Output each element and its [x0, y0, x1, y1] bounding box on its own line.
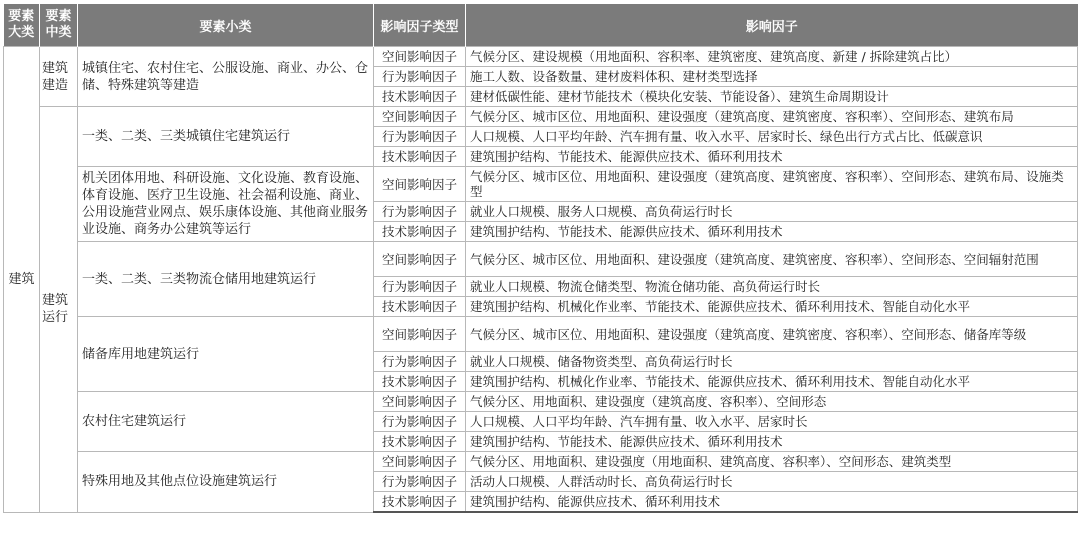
factor-type-space: 空间影响因子 [374, 392, 466, 412]
factor-type-behavior: 行为影响因子 [374, 202, 466, 222]
factor-cell: 气候分区、城市区位、用地面积、建设强度（建筑高度、建筑密度、容积率）、空间形态、储备库等级 [466, 317, 1078, 352]
factor-type-tech: 技术影响因子 [374, 147, 466, 167]
major-category-cell: 建筑 [4, 47, 40, 513]
mid-category-build: 建筑建造 [40, 47, 78, 107]
factor-cell: 就业人口规模、物流仓储类型、物流仓储功能、高负荷运行时长 [466, 277, 1078, 297]
factor-type-space: 空间影响因子 [374, 47, 466, 67]
factor-type-tech: 技术影响因子 [374, 222, 466, 242]
factor-cell: 建筑围护结构、能源供应技术、循环利用技术 [466, 492, 1078, 513]
factor-cell: 气候分区、城市区位、用地面积、建设强度（建筑高度、建筑密度、容积率）、空间形态、建筑布局 [466, 107, 1078, 127]
factor-cell: 活动人口规模、人群活动时长、高负荷运行时长 [466, 472, 1078, 492]
factor-cell: 建筑围护结构、节能技术、能源供应技术、循环利用技术 [466, 147, 1078, 167]
factor-cell: 人口规模、人口平均年龄、汽车拥有量、收入水平、居家时长 [466, 412, 1078, 432]
factor-type-behavior: 行为影响因子 [374, 127, 466, 147]
factor-type-behavior: 行为影响因子 [374, 472, 466, 492]
factor-type-behavior: 行为影响因子 [374, 277, 466, 297]
factor-type-tech: 技术影响因子 [374, 372, 466, 392]
header-factor-type: 影响因子类型 [374, 4, 466, 47]
sub-category-cell: 一类、二类、三类物流仓储用地建筑运行 [78, 242, 374, 317]
table-row [4, 242, 1078, 277]
table-row [4, 47, 1078, 67]
table-row [4, 107, 1078, 127]
mid-category-run: 建筑运行 [40, 107, 78, 513]
factor-cell: 人口规模、人口平均年龄、汽车拥有量、收入水平、居家时长、绿色出行方式占比、低碳意识 [466, 127, 1078, 147]
factor-type-tech: 技术影响因子 [374, 492, 466, 513]
factor-cell: 施工人数、设备数量、建材废料体积、建材类型选择 [466, 67, 1078, 87]
factor-type-space: 空间影响因子 [374, 107, 466, 127]
factor-cell: 建材低碳性能、建材节能技术（模块化安装、节能设备）、建筑生命周期设计 [466, 87, 1078, 107]
sub-category-cell: 城镇住宅、农村住宅、公服设施、商业、办公、仓储、特殊建筑等建造 [78, 47, 374, 107]
factor-type-space: 空间影响因子 [374, 242, 466, 277]
factor-cell: 就业人口规模、储备物资类型、高负荷运行时长 [466, 352, 1078, 372]
table-row [4, 452, 1078, 472]
header-row [4, 4, 1078, 47]
factor-type-space: 空间影响因子 [374, 317, 466, 352]
factor-cell: 气候分区、用地面积、建设强度（用地面积、建筑高度、容积率）、空间形态、建筑类型 [466, 452, 1078, 472]
factor-type-tech: 技术影响因子 [374, 432, 466, 452]
factor-cell: 建筑围护结构、机械化作业率、节能技术、能源供应技术、循环利用技术、智能自动化水平 [466, 372, 1078, 392]
table-row [4, 317, 1078, 352]
factor-cell: 就业人口规模、服务人口规模、高负荷运行时长 [466, 202, 1078, 222]
factor-type-space: 空间影响因子 [374, 452, 466, 472]
factor-type-behavior: 行为影响因子 [374, 352, 466, 372]
factor-cell: 气候分区、城市区位、用地面积、建设强度（建筑高度、建筑密度、容积率）、空间形态、空间辐射范围 [466, 242, 1078, 277]
factor-type-tech: 技术影响因子 [374, 297, 466, 317]
factor-cell: 气候分区、城市区位、用地面积、建设强度（建筑高度、建筑密度、容积率）、空间形态、建筑布局、设施类型 [466, 167, 1078, 202]
sub-category-cell: 农村住宅建筑运行 [78, 392, 374, 452]
header-major: 要素大类 [4, 4, 40, 47]
factor-type-space: 空间影响因子 [374, 167, 466, 202]
header-mid: 要素中类 [40, 4, 78, 47]
sub-category-cell: 特殊用地及其他点位设施建筑运行 [78, 452, 374, 513]
factor-table [3, 4, 1078, 513]
sub-category-cell: 机关团体用地、科研设施、文化设施、教育设施、体育设施、医疗卫生设施、社会福利设施、商业、公用设施营业网点、娱乐康体设施、其他商业服务业设施、商务办公建筑等运行 [78, 167, 374, 242]
factor-type-behavior: 行为影响因子 [374, 412, 466, 432]
header-factor: 影响因子 [466, 4, 1078, 47]
factor-type-tech: 技术影响因子 [374, 87, 466, 107]
sub-category-cell: 一类、二类、三类城镇住宅建筑运行 [78, 107, 374, 167]
factor-cell: 气候分区、建设规模（用地面积、容积率、建筑密度、建筑高度、新建 / 拆除建筑占比） [466, 47, 1078, 67]
table-row [4, 167, 1078, 202]
factor-cell: 建筑围护结构、节能技术、能源供应技术、循环利用技术 [466, 222, 1078, 242]
factor-cell: 建筑围护结构、节能技术、能源供应技术、循环利用技术 [466, 432, 1078, 452]
header-sub: 要素小类 [78, 4, 374, 47]
table-row [4, 392, 1078, 412]
factor-cell: 气候分区、用地面积、建设强度（建筑高度、容积率）、空间形态 [466, 392, 1078, 412]
sub-category-cell: 储备库用地建筑运行 [78, 317, 374, 392]
factor-cell: 建筑围护结构、机械化作业率、节能技术、能源供应技术、循环利用技术、智能自动化水平 [466, 297, 1078, 317]
factor-type-behavior: 行为影响因子 [374, 67, 466, 87]
